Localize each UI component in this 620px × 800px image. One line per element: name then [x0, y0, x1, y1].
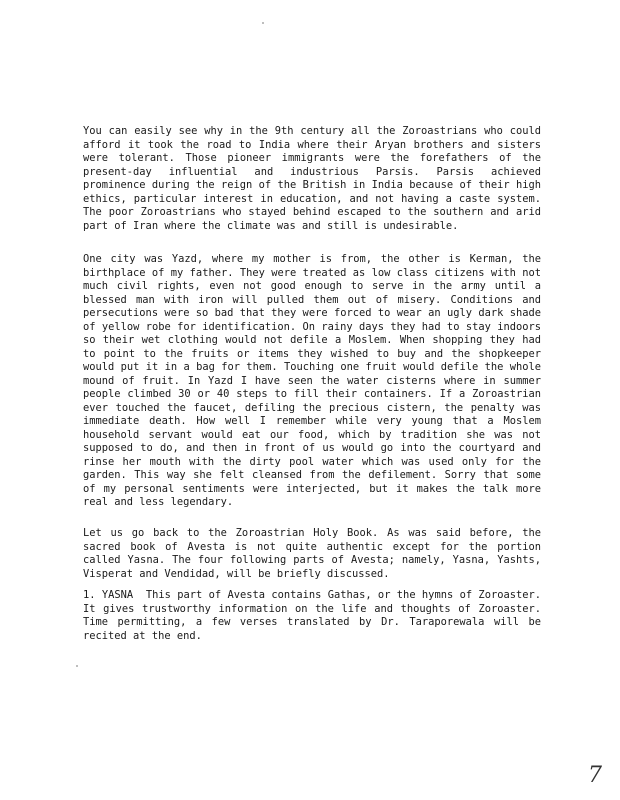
paragraph-3	[83, 527, 541, 581]
paragraph-text: Let us go back to the Zoroastrian Holy Book. As was said before, the sacred book of Avesta is not quite authentic except for the portion called Yasna. The four following parts of Avesta; namely, Yasna, Yashts, Visperat and Vendidad, will be briefly discussed.	[83, 527, 541, 580]
paragraph-4-yasna	[83, 589, 548, 643]
scan-speck	[76, 665, 78, 667]
paragraph-text: You can easily see why in the 9th century all the Zoroastrians who could afford it took the road to India where their Aryan brothers and sisters were tolerant. Those pioneer immigrants were the forefathers of the present-day influential and industrious Parsis. Parsis achieved prominence during the reign of the British in India because of their high ethics, particular interest in education, and not having a caste system. The poor Zoroastrians who stayed behind escaped to the southern and arid part of Iran where the climate was and still is undesirable.	[83, 125, 541, 232]
paragraph-text: One city was Yazd, where my mother is from, the other is Kerman, the birthplace of my father. They were treated as low class citizens with not much civil rights, even not good enough to serve in the army until a blessed man with iron will pulled them out of misery. Conditions and persecutions were so bad that they were forced to wear an ugly dark shade of yellow robe for identification. On rainy days they had to stay indoors so their wet clothing would not defile a Moslem. When shopping they had to point to the fruits or items they wished to buy and the shopkeeper would put it in a bag for them. Touching one fruit would defile the whole mound of fruit. In Yazd I have seen the water cisterns where in summer people climbed 30 or 40 steps to fill their containers. If a Zoroastrian ever touched the faucet, defiling the precious cistern, the penalty was immediate death. How well I remember while very young that a Moslem household servant would eat our food, which by tradition she was not supposed to do, and then in front of us would go into the courtyard and rinse her mouth with the dirty pool water which was used only for the garden. This way she felt cleansed from the defilement. Sorry that some of my personal sentiments were interjected, but it makes the talk more real and less legendary.	[83, 253, 541, 508]
scan-speck	[262, 22, 264, 24]
paragraph-1	[83, 125, 541, 233]
page-number: 7	[588, 763, 602, 788]
paragraph-text: 1. YASNA This part of Avesta contains Gathas, or the hymns of Zoroaster. It gives trustworthy information on the life and thoughts of Zoroaster. Time permitting, a few verses translated by Dr. Taraporewala will be recited at the end.	[83, 589, 548, 642]
paragraph-2	[83, 253, 541, 510]
